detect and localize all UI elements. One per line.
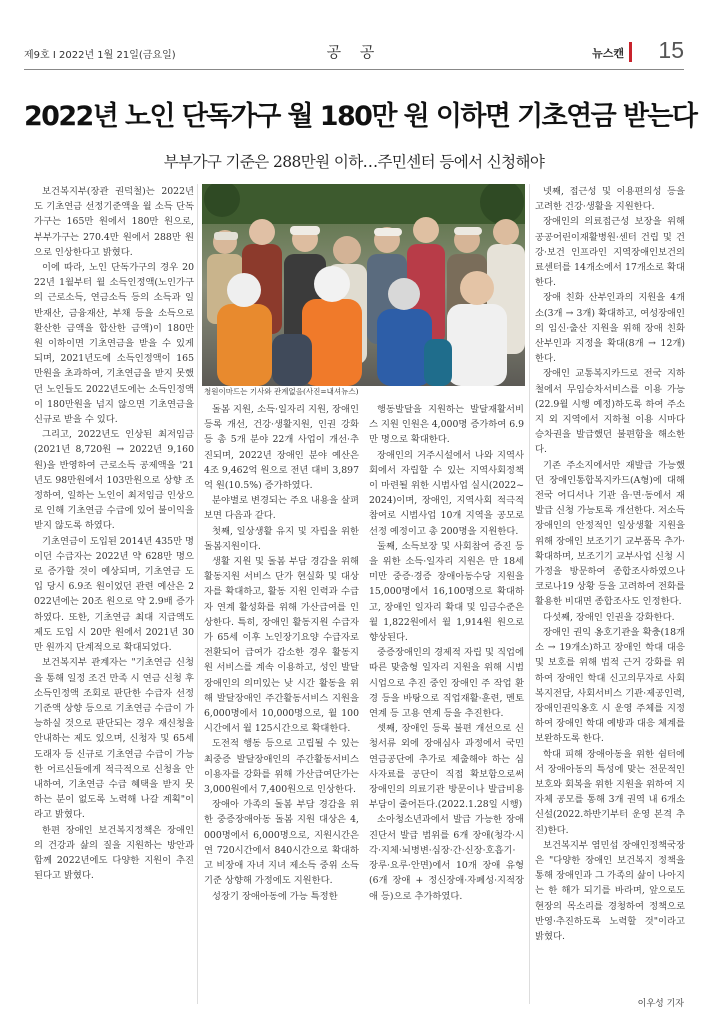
article-paragraph: 기초연금이 도입된 2014년 435만 명이던 수급자는 2022년 약 628만 명으로 증가할 것이 예상되며, 기초연금 도입 당시 6.9조 원이었던 관련 예산은 2022년에는 20조 원으로 약 2.9배 증가하였다. 또한, 기초연금 최대 지급액도 제도 도입 시 20만 원에서 2021년 30만 원까지 단계적으로 확대되었다. — [34, 535, 194, 654]
article-paragraph: 그리고, 2022년도 인상된 최저임금(2021년 8,720원 → 2022년 9,160원)을 반영하여 근로소득 공제액을 '21년도 98만원에서 103만원으로 상향 조정하여, 일하는 노인이 최저임금 인상으로 인해 기초연금 수급에 있어 불이익을 받지 않도록 하였다. — [34, 429, 194, 532]
article-paragraph: 장애인 권익 옹호기관을 확충(18개소 → 19개소)하고 장애인 학대 대응 및 보호를 위해 법적 근거 강화를 위하여 장애인 학대 신고의무자로 사회복지전담, 사회서비스 기관·제공인력, 장애인권익옹호 시 운영 주체를 지정하여 장애인 학대 예방과 대응 체계를 보완하도록 한다. — [535, 626, 685, 745]
article-paragraph: 행동발달을 지원하는 발달재활서비스 지원 인원은 4,000명 증가하여 6.9만 명으로 확대한다. — [369, 404, 524, 446]
article-paragraph: 도전적 행동 등으로 고립될 수 있는 최중증 발달장애인의 주간활동서비스 이용자를 강화를 위해 가산급여단가는 3,000원에서 7,400원으로 인상한다. — [204, 738, 359, 796]
article-paragraph: 중증장애인의 경제적 자립 및 직업에 따른 맞춤형 일자리 지원을 위해 시범시업으로 추진 중인 장애인 주 작업 환경 등을 바탕으로 직업재활·훈련, 멘토 연계 등 고용 연계 등을 추진한다. — [369, 647, 524, 720]
article-paragraph: 기존 주소지에서만 재발급 가능했던 장애인통합복지카드(A형)에 대해 전국 어디서나 기관 읍·면·동에서 재발급 신청 가능토록 개선한다. 저소득 장애인의 안정적인 일상생활 지원을 위해 장애인 보조기기 교부품목 추가·확대하며, 보조기기 교부사업 신청 시 가정을 방문하여 종합조사하였으나 코로나19 상황 등을 고려하여 전화를 활용한 비대면 종합조사도 인정한다. — [535, 459, 685, 608]
article-column-1 — [34, 184, 194, 990]
byline: 이우성 기자 — [637, 999, 684, 1009]
article-paragraph: 성장기 장애아동에 가능 특정한 — [212, 890, 338, 902]
article-paragraph: 셋째, 장애인 등록 불편 개선으로 신청서류 외에 장애심사 과정에서 국민연금공단에 추가로 제출해야 하는 심사자료를 공단이 직접 확보함으로써 장애인의 의료기관 방문이나 발급비용 부담이 줄어든다.(2022.1.28일 시행) — [369, 723, 524, 811]
article-paragraph: 다섯째, 장애인 인권을 강화한다. — [543, 611, 675, 623]
article-paragraph: 보건복지부 염민섭 장애인정책국장은 "다양한 장애인 보건복지 정책을 통해 장애인과 그 가족의 삶이 나아지는 한 해가 되기를 바라며, 앞으로도 현장의 목소리를 경청하여 정책으로 반영·추진하도록 노력할 것"이라고 밝혔다. — [535, 839, 685, 942]
page-header — [24, 36, 684, 66]
article-paragraph: 보건복지부 관계자는 "기초연금 신청을 통해 일정 조건 만족 시 연금 신청 후 소득인정액 조회로 판단한 수급자 선정기준액 상향 등으로 기초연금 수급이 가능하실 것으로 판단되는 경우 재신청을 안내하는 제도 있으며, 신청자 및 65세 도래자 등 신규로 기초연금 수급이 가능한 어르신들에게 적극적으로 신청을 안내하여, 기초연금 수급 혜택을 받지 못하는 분이 없도록 노력해 나갈 계획"이라고 밝혔다. — [34, 657, 194, 821]
article-paragraph: 장애인의 거주시설에서 나와 지역사회에서 자립할 수 있는 지역사회정책이 마련될 위한 시범사업 실시(2022~2024)이며, 장애인, 지역사회 적극적 참여로 시범사업 10개 지역을 공모로 선정 예정이고 총 200명을 지원한다. — [369, 449, 524, 537]
article-paragraph: 학대 피해 장애아동을 위한 쉼터에서 장애아동의 특성에 맞는 전문적인 보호와 회복을 위한 지원을 위하여 지자체 공모를 통해 3개 권역 내 6개소 신설(2022.하반기부터 운영 본격 추진)한다. — [535, 748, 685, 836]
newspaper-logo: 뉴스캔 — [592, 47, 624, 60]
column-divider — [529, 184, 530, 1004]
article-paragraph: 이에 따라, 노인 단독가구의 경우 2022년 1월부터 월 소득인정액(노인가구의 근로소득, 연금소득 등의 소득과 일반재산, 금융재산, 부채 등을 소득으로 환산한 금액을 합산한 금액)이 180만 원 이하이면 기초연금을 받을 수 있게 되며, 2021년도에 소득인정액이 165만원을 초과하여, 기초연금을 받지 못했던 노인들도 2022년도에는 소득인정액이 180만원을 넘지 않으면 기초연금을 신규로 받을 수 있다. — [34, 262, 194, 426]
section-title: 공 공 — [326, 43, 382, 61]
page-number: 15 — [658, 37, 684, 63]
article-paragraph: 둘째, 소득보장 및 사회참여 증진 등을 위한 소득·일자리 지원은 만 18세 미만 중증·경증 장애아동수당 지원을 15,000명에서 16,100명으로 확대하고, 장애인 일자리 확대 및 임금수준은 월 1,822원에서 월 1,914원 원으로 향상된다. — [369, 540, 524, 644]
article-paragraph: 넷째, 접근성 및 이용편의성 등을 고려한 건강·생활을 지원한다. — [535, 186, 685, 213]
elderly-crowd-photo — [202, 184, 525, 386]
article-paragraph: 돌봄 지원, 소득·일자리 지원, 장애인 등록 개선, 건강·생활지원, 인권 강화 등 총 5개 분야 22개 사업이 개선·추진되며, 2022년 장애인 분야 예산은 4조 9,462억 원으로 전년 대비 3,897억 원(10.5%) 증가하였다. — [204, 404, 359, 492]
article-paragraph: 장애아 가족의 돌봄 부담 경감을 위한 중증장애아동 돌봄 지원 대상은 4,000명에서 6,000명으로, 지원시간은 연 720시간에서 840시간으로 확대하고 비장애 자녀 지녀 제소득 중위 소득 기준 상향해 가정에도 지원한다. — [204, 799, 359, 887]
article-paragraph: 첫째, 일상생활 유지 및 자립을 위한 돌봄지원이다. — [204, 525, 359, 552]
logo-divider — [629, 42, 632, 62]
article-paragraph: 분야별로 변경되는 주요 내용을 살펴보면 다음과 같다. — [204, 495, 359, 522]
article-paragraph: 보건복지부(장관 권덕철)는 2022년도 기초연금 선정기준액을 월 소득 단독가구는 165만 원에서 180만 원으로, 부부가구는 270.4만 원에서 288만 원으로 인상한다고 밝혔다. — [34, 186, 194, 258]
article-paragraph: 한편 장애인 보건복지정책은 장애인의 건강과 삶의 질을 지원하는 방안과 함께 2022년에도 다양한 지원이 추진된다고 밝혔다. — [34, 824, 194, 882]
photo-caption: 청원이마드는 기사와 관계없음(사진=내셔뉴스) — [204, 387, 359, 396]
article-column-2 — [204, 402, 359, 1008]
headline: 2022년 노인 단독가구 월 180만 원 이하면 기초연금 받는다 — [24, 101, 697, 132]
article-column-4 — [535, 184, 685, 992]
column-divider — [197, 184, 198, 1004]
article-column-3 — [369, 402, 524, 1008]
article-paragraph: 소아청소년과에서 발급 가능한 장애진단서 발급 범위를 6개 장애(청각·시각·지체·뇌병변·심장·간·신장·호흡기·장루·요루·안면)에서 10개 장애 유형(6개 장애 + 정신장애·자폐성·지적장애 등)으로 추가하였다. — [369, 814, 524, 902]
article-paragraph: 장애인의 의료접근성 보장을 위해 공공어린이재활병원·센터 건립 및 건강·보건 인프라인 지역장애인보건의료센터를 14개소에서 17개소로 확대한다. — [535, 216, 685, 289]
header-rule — [24, 69, 684, 70]
issue-date: 제9호 I 2022년 1월 21일(금요일) — [24, 50, 176, 61]
article-paragraph: 장애인 교통복지카드로 전국 지하철에서 무임승차서비스를 이용 가능(22.9월 시행 예정)하도록 하여 주소지 외 지역에서 지하철 이용 시마다 승차권을 발급했던 불편함을 해소한다. — [535, 368, 685, 456]
article-paragraph: 장애 친화 산부인과의 지원을 4개소(3개 → 3개) 확대하고, 여성장애인의 임신·출산 지원을 위해 장애 친화 산부인과 지정을 확대(8개 → 12개) 한다. — [535, 292, 685, 365]
article-paragraph: 생활 지원 및 돌봄 부담 경감을 위해 활동지원 서비스 단가 현실화 및 대상자를 확대하고, 활동 지원 인력과 수급자 연계 활성화를 위해 가산급여를 인상한다. 특히, 장애인 활동지원 수급자가 65세 이후 노인장기요양 수급자로 전환되어 급여가 감소한 경우 활동지원 서비스를 계속 이용하고, 성인 발달장애인의 의미있는 낮 시간 활동을 위해 발달장애인 주간활동서비스 지원을 6,000명에서 10,000명으로, 월 100시간에서 월 125시간으로 확대한다. — [204, 556, 359, 735]
article-photo — [202, 184, 525, 386]
subheadline: 부부가구 기준은 288만원 이하…주민센터 등에서 신청해야 — [163, 153, 545, 171]
